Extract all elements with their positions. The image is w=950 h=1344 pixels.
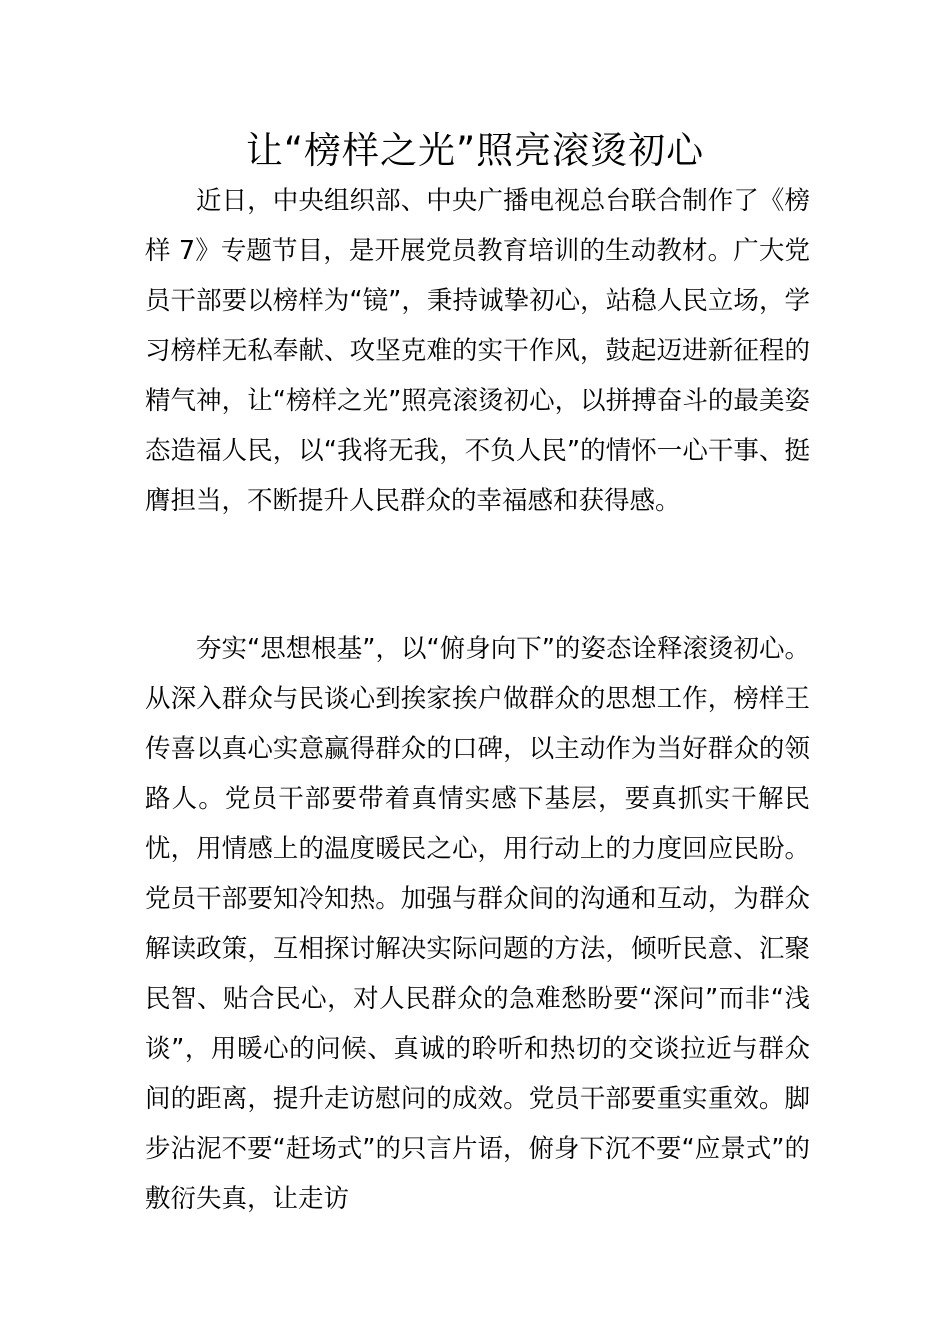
document-title: 让“榜样之光”照亮滚烫初心 [245,129,705,172]
paragraph-intro: 近日，中央组织部、中央广播电视总台联合制作了《榜样 7》专题节目，是开展党员教育培训的生动教材。广大党员干部要以榜样为“镜”，秉持诚挚初心，站稳人民立场，学习榜样无私奉献、攻坚克难的实干作风，鼓起迈进新征程的精气神，让“榜样之光”照亮滚烫初心，以拼搏奋斗的最美姿态造福人民，以“我将无我，不负人民”的情怀一心干事、挺膺担当，不断提升人民群众的幸福感和获得感。 [145,186,810,516]
paragraph-body: 夯实“思想根基”，以“俯身向下”的姿态诠释滚烫初心。从深入群众与民谈心到挨家挨户做群众的思想工作，榜样王传喜以真心实意赢得群众的口碑，以主动作为当好群众的领路人。党员干部要带着真情实感下基层，要真抓实干解民忧，用情感上的温度暖民之心，用行动上的力度回应民盼。党员干部要知冷知热。加强与群众间的沟通和互动，为群众解读政策，互相探讨解决实际问题的方法，倾听民意、汇聚民智、贴合民心，对人民群众的急难愁盼要“深问”而非“浅谈”，用暖心的问候、真诚的聆听和热切的交谈拉近与群众间的距离，提升走访慰问的成效。党员干部要重实重效。脚步沾泥不要“赶场式”的只言片语，俯身下沉不要“应景式”的敷衍失真，让走访 [145,634,810,1214]
